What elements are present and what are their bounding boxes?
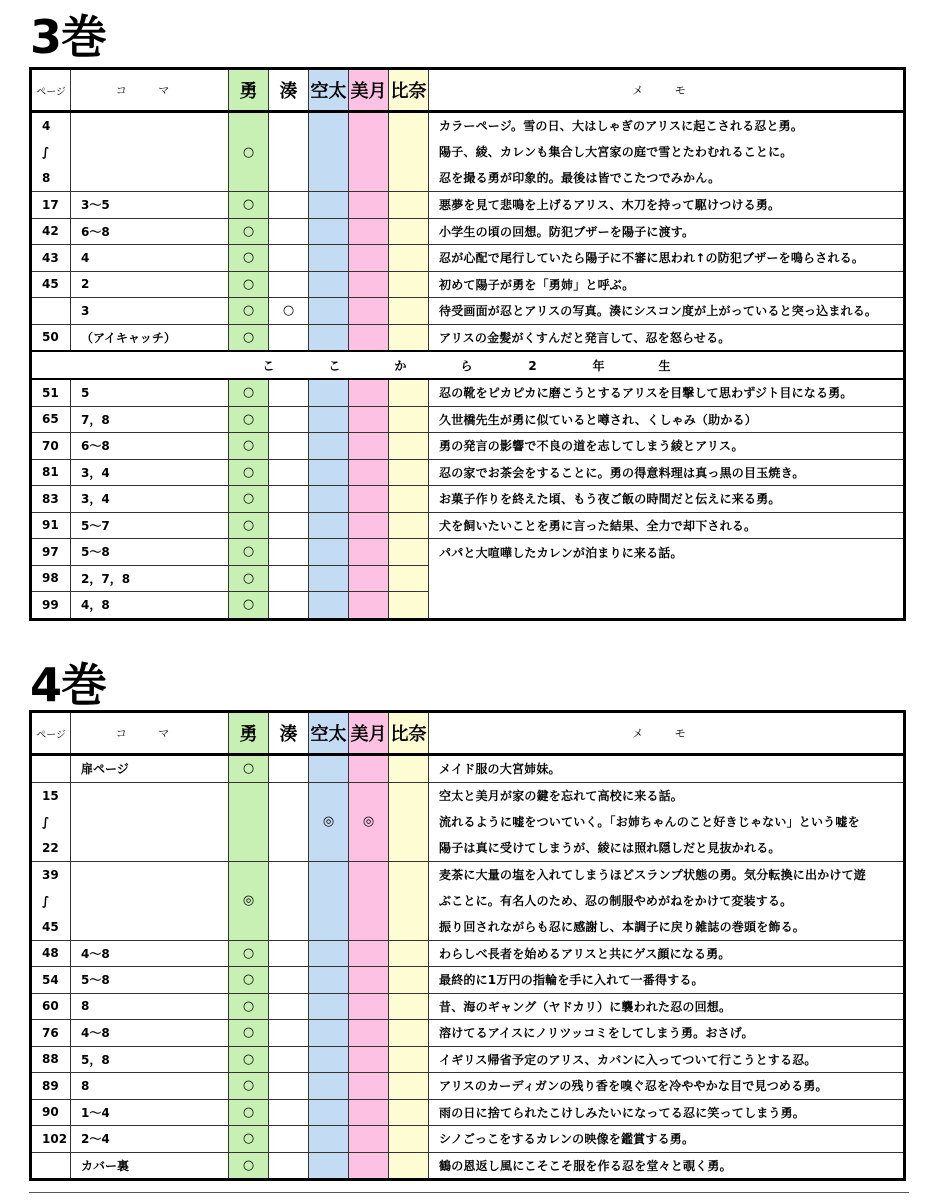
sota-mark — [309, 433, 349, 460]
table-row — [31, 1099, 905, 1126]
page-cell: 43 — [31, 245, 71, 272]
page-cell-line: 22 — [42, 840, 59, 855]
table-row — [31, 218, 905, 245]
yu-mark: ○ — [229, 1099, 269, 1126]
minato-mark — [269, 245, 309, 272]
minato-mark — [269, 967, 309, 994]
header-minato: 湊 — [269, 69, 309, 112]
minato-mark — [269, 324, 309, 351]
yu-mark: ○ — [229, 1126, 269, 1153]
minato-mark — [269, 1020, 309, 1047]
page-cell: 50 — [31, 324, 71, 351]
bigetsu-mark — [349, 861, 389, 940]
memo-cell-line: 陽子、綾、カレンも集合し大宮家の庭で雪とたわむれることに。 — [439, 145, 793, 159]
page-cell-line: 4 — [42, 119, 51, 133]
page-cell: 65 — [31, 406, 71, 433]
second-year-banner — [31, 351, 905, 379]
yu-mark: ○ — [229, 967, 269, 994]
koma-cell — [71, 861, 229, 940]
banner-char: 生 — [658, 358, 673, 373]
minato-mark — [269, 1099, 309, 1126]
page-cell-line: 8 — [42, 171, 51, 185]
table-row — [31, 406, 905, 433]
sota-mark — [309, 192, 349, 219]
bigetsu-mark — [349, 512, 389, 539]
banner-char: こ — [328, 358, 343, 373]
yu-mark: ○ — [229, 755, 269, 783]
koma-cell: 3，4 — [71, 486, 229, 513]
volume-4-title: 4巻 — [30, 658, 107, 712]
minato-mark — [269, 861, 309, 940]
memo-cell: メイド服の大宮姉妹。 — [429, 755, 905, 783]
hina-mark — [389, 218, 429, 245]
bigetsu-mark — [349, 1046, 389, 1073]
minato-mark — [269, 539, 309, 566]
memo-cell: 小学生の頃の回想。防犯ブザーを陽子に渡す。 — [429, 218, 905, 245]
memo-cell: アリスのカーディガンの残り香を嗅ぐ忍を冷ややかな目で見つめる勇。 — [429, 1073, 905, 1100]
bigetsu-mark — [349, 592, 389, 620]
volume-3-title: 3巻 — [30, 10, 107, 64]
page-bottom-divider — [29, 1192, 909, 1193]
page-cell: 102 — [31, 1126, 71, 1153]
page-cell-line: 39 — [42, 867, 59, 882]
bigetsu-mark — [349, 539, 389, 566]
hina-mark — [389, 298, 429, 325]
yu-mark: ◎ — [229, 861, 269, 940]
bigetsu-mark — [349, 993, 389, 1020]
memo-cell: 忍が心配で尾行していたら陽子に不審に思われ↑の防犯ブザーを鳴らされる。 — [429, 245, 905, 272]
table-row — [31, 298, 905, 325]
header-page: ページ — [31, 712, 71, 755]
table-row — [31, 539, 905, 566]
bigetsu-mark — [349, 245, 389, 272]
page-cell — [31, 861, 71, 940]
table-row — [31, 1020, 905, 1047]
table-row — [31, 324, 905, 351]
bigetsu-mark — [349, 112, 389, 192]
bigetsu-mark — [349, 324, 389, 351]
bigetsu-mark — [349, 1020, 389, 1047]
sota-mark — [309, 512, 349, 539]
hina-mark — [389, 1073, 429, 1100]
memo-cell — [429, 861, 905, 940]
hina-mark — [389, 512, 429, 539]
minato-mark — [269, 218, 309, 245]
minato-mark — [269, 782, 309, 861]
yu-mark: ○ — [229, 324, 269, 351]
banner-char: 2 — [528, 358, 539, 373]
yu-mark: ○ — [229, 993, 269, 1020]
minato-mark — [269, 592, 309, 620]
banner-char: か — [394, 358, 409, 373]
yu-mark: ○ — [229, 379, 269, 406]
hina-mark — [389, 592, 429, 620]
header-minato: 湊 — [269, 712, 309, 755]
memo-cell: 待受画面が忍とアリスの写真。湊にシスコン度が上がっていると突っ込まれる。 — [429, 298, 905, 325]
hina-mark — [389, 271, 429, 298]
memo-cell: 昔、海のギャング（ヤドカリ）に襲われた忍の回想。 — [429, 993, 905, 1020]
minato-mark — [269, 512, 309, 539]
minato-mark — [269, 112, 309, 192]
page-cell: 81 — [31, 459, 71, 486]
table-row — [31, 1046, 905, 1073]
page-cell: 97 — [31, 539, 71, 566]
memo-cell: 最終的に1万円の指輪を手に入れて一番得する。 — [429, 967, 905, 994]
koma-cell: 扉ページ — [71, 755, 229, 783]
memo-cell: 雨の日に捨てられたこけしみたいになってる忍に笑ってしまう勇。 — [429, 1099, 905, 1126]
koma-cell: 3～5 — [71, 192, 229, 219]
page-cell: 51 — [31, 379, 71, 406]
table-row — [31, 245, 905, 272]
hina-mark — [389, 245, 429, 272]
page-cell-line: ∫ — [42, 145, 50, 159]
memo-cell: イギリス帰省予定のアリス、カバンに入ってついて行こうとする忍。 — [429, 1046, 905, 1073]
minato-mark — [269, 755, 309, 783]
memo-cell: 忍の家でお茶会をすることに。勇の得意料理は真っ黒の目玉焼き。 — [429, 459, 905, 486]
sota-mark — [309, 1073, 349, 1100]
sota-mark — [309, 245, 349, 272]
banner-cell — [31, 351, 905, 379]
koma-cell: 5 — [71, 379, 229, 406]
koma-cell: 4 — [71, 245, 229, 272]
page-cell: 17 — [31, 192, 71, 219]
yu-mark: ○ — [229, 192, 269, 219]
minato-mark — [269, 1073, 309, 1100]
hina-mark — [389, 539, 429, 566]
yu-mark: ○ — [229, 459, 269, 486]
page-cell: 54 — [31, 967, 71, 994]
page-cell — [31, 755, 71, 783]
sota-mark — [309, 1020, 349, 1047]
sota-mark — [309, 218, 349, 245]
koma-cell: カバー裏 — [71, 1152, 229, 1180]
koma-cell: 5～8 — [71, 967, 229, 994]
yu-mark: ○ — [229, 592, 269, 620]
table-row — [31, 940, 905, 967]
page-cell: 89 — [31, 1073, 71, 1100]
table-row — [31, 993, 905, 1020]
bigetsu-mark — [349, 940, 389, 967]
page-cell: 99 — [31, 592, 71, 620]
koma-cell: 5～7 — [71, 512, 229, 539]
koma-cell — [71, 782, 229, 861]
sota-mark — [309, 940, 349, 967]
bigetsu-mark — [349, 459, 389, 486]
table-row — [31, 1073, 905, 1100]
hina-mark — [389, 1020, 429, 1047]
minato-mark — [269, 192, 309, 219]
hina-mark — [389, 1152, 429, 1180]
hina-mark — [389, 459, 429, 486]
bigetsu-mark — [349, 1126, 389, 1153]
sota-mark: ◎ — [309, 782, 349, 861]
page-cell-line: 45 — [42, 919, 59, 934]
sota-mark — [309, 861, 349, 940]
yu-mark: ○ — [229, 512, 269, 539]
sota-mark — [309, 298, 349, 325]
hina-mark — [389, 1126, 429, 1153]
header-yu: 勇 — [229, 712, 269, 755]
sota-mark — [309, 1099, 349, 1126]
header-hina: 比奈 — [389, 69, 429, 112]
koma-cell: 2，7，8 — [71, 565, 229, 592]
memo-cell: 久世橋先生が勇に似ていると噂され、くしゃみ（助かる） — [429, 406, 905, 433]
minato-mark — [269, 459, 309, 486]
page-cell — [31, 782, 71, 861]
sota-mark — [309, 406, 349, 433]
minato-mark — [269, 379, 309, 406]
hina-mark — [389, 967, 429, 994]
yu-mark: ○ — [229, 298, 269, 325]
table-row — [31, 379, 905, 406]
koma-cell: 3，4 — [71, 459, 229, 486]
header-hina: 比奈 — [389, 712, 429, 755]
minato-mark — [269, 1152, 309, 1180]
header-bigetsu: 美月 — [349, 712, 389, 755]
page-cell-line: 15 — [42, 788, 59, 803]
memo-cell: パパと大喧嘩したカレンが泊まりに来る話。 — [429, 539, 905, 620]
bigetsu-mark: ◎ — [349, 782, 389, 861]
volume-3-table — [29, 67, 906, 621]
memo-cell: 勇の発言の影響で不良の道を志してしまう綾とアリス。 — [429, 433, 905, 460]
memo-cell: 初めて陽子が勇を「勇姉」と呼ぶ。 — [429, 271, 905, 298]
yu-mark: ○ — [229, 539, 269, 566]
page-cell-line: ∫ — [42, 814, 50, 829]
memo-cell: 悪夢を見て悲鳴を上げるアリス、木刀を持って駆けつける勇。 — [429, 192, 905, 219]
volume-4-table — [29, 710, 906, 1181]
yu-mark: ○ — [229, 1073, 269, 1100]
koma-cell: 2～4 — [71, 1126, 229, 1153]
koma-cell — [71, 112, 229, 192]
koma-cell: 1～4 — [71, 1099, 229, 1126]
minato-mark — [269, 406, 309, 433]
hina-mark — [389, 940, 429, 967]
minato-mark: ○ — [269, 298, 309, 325]
table-row — [31, 755, 905, 783]
page-cell: 76 — [31, 1020, 71, 1047]
header-bigetsu: 美月 — [349, 69, 389, 112]
bigetsu-mark — [349, 967, 389, 994]
yu-mark: ○ — [229, 112, 269, 192]
hina-mark — [389, 112, 429, 192]
minato-mark — [269, 486, 309, 513]
memo-cell-line: 麦茶に大量の塩を入れてしまうほどスランプ状態の勇。気分転換に出かけて遊 — [439, 867, 867, 882]
page-cell: 60 — [31, 993, 71, 1020]
hina-mark — [389, 433, 429, 460]
yu-mark: ○ — [229, 486, 269, 513]
koma-cell: 4，8 — [71, 592, 229, 620]
sota-mark — [309, 324, 349, 351]
bigetsu-mark — [349, 379, 389, 406]
sota-mark — [309, 755, 349, 783]
page-cell: 88 — [31, 1046, 71, 1073]
header-koma: コ マ — [71, 69, 229, 112]
sota-mark — [309, 271, 349, 298]
table-row — [31, 192, 905, 219]
memo-cell: お菓子作りを終えた頃、もう夜ご飯の時間だと伝えに来る勇。 — [429, 486, 905, 513]
sota-mark — [309, 967, 349, 994]
memo-cell-line: 振り回されながらも忍に感謝し、本調子に戻り雑誌の巻頭を飾る。 — [439, 919, 806, 934]
memo-cell: 鶴の恩返し風にこそこそ服を作る忍を堂々と覗く勇。 — [429, 1152, 905, 1180]
koma-cell: 8 — [71, 993, 229, 1020]
header-page: ページ — [31, 69, 71, 112]
hina-mark — [389, 379, 429, 406]
hina-mark — [389, 486, 429, 513]
bigetsu-mark — [349, 406, 389, 433]
koma-cell: 8 — [71, 1073, 229, 1100]
table-row — [31, 967, 905, 994]
hina-mark — [389, 406, 429, 433]
koma-cell: 4～8 — [71, 1020, 229, 1047]
sota-mark — [309, 486, 349, 513]
memo-cell: わらしべ長者を始めるアリスと共にゲス顔になる勇。 — [429, 940, 905, 967]
table-row-group — [31, 112, 905, 192]
koma-cell: 2 — [71, 271, 229, 298]
yu-mark: ○ — [229, 1046, 269, 1073]
minato-mark — [269, 565, 309, 592]
memo-cell: シノごっこをするカレンの映像を鑑賞する勇。 — [429, 1126, 905, 1153]
bigetsu-mark — [349, 1099, 389, 1126]
minato-mark — [269, 1126, 309, 1153]
memo-cell-line: 流れるように嘘をついていく。「お姉ちゃんのこと好きじゃない」という嘘を — [439, 814, 860, 829]
bigetsu-mark — [349, 755, 389, 783]
yu-mark: ○ — [229, 406, 269, 433]
page-cell — [31, 112, 71, 192]
sota-mark — [309, 539, 349, 566]
koma-cell: 6～8 — [71, 218, 229, 245]
bigetsu-mark — [349, 486, 389, 513]
page-cell: 83 — [31, 486, 71, 513]
bigetsu-mark — [349, 298, 389, 325]
header-sota: 空太 — [309, 69, 349, 112]
bigetsu-mark — [349, 1152, 389, 1180]
hina-mark — [389, 192, 429, 219]
koma-cell: 5～8 — [71, 539, 229, 566]
hina-mark — [389, 755, 429, 783]
sota-mark — [309, 112, 349, 192]
memo-cell: 犬を飼いたいことを勇に言った結果、全力で却下される。 — [429, 512, 905, 539]
memo-cell: 溶けてるアイスにノリツッコミをしてしまう勇。おさげ。 — [429, 1020, 905, 1047]
yu-mark: ○ — [229, 245, 269, 272]
header-row — [31, 69, 905, 112]
koma-cell: 3 — [71, 298, 229, 325]
bigetsu-mark — [349, 218, 389, 245]
sota-mark — [309, 379, 349, 406]
page-cell: 45 — [31, 271, 71, 298]
hina-mark — [389, 993, 429, 1020]
bigetsu-mark — [349, 271, 389, 298]
sota-mark — [309, 1152, 349, 1180]
hina-mark — [389, 565, 429, 592]
page-cell: 70 — [31, 433, 71, 460]
banner-char: こ — [262, 358, 277, 373]
hina-mark — [389, 1099, 429, 1126]
table-row — [31, 433, 905, 460]
table-row — [31, 512, 905, 539]
header-koma: コ マ — [71, 712, 229, 755]
sota-mark — [309, 565, 349, 592]
header-row — [31, 712, 905, 755]
page-cell-line: ∫ — [42, 893, 50, 908]
sota-mark — [309, 592, 349, 620]
table-row — [31, 486, 905, 513]
minato-mark — [269, 1046, 309, 1073]
table-row-group — [31, 861, 905, 940]
sota-mark — [309, 993, 349, 1020]
koma-cell: 7，8 — [71, 406, 229, 433]
memo-cell-line: 忍を撮る勇が印象的。最後は皆でこたつでみかん。 — [439, 171, 721, 185]
banner-char: 年 — [592, 358, 607, 373]
page-cell: 48 — [31, 940, 71, 967]
hina-mark — [389, 861, 429, 940]
table-row — [31, 271, 905, 298]
memo-cell-line: カラーページ。雪の日、大はしゃぎのアリスに起こされる忍と勇。 — [439, 119, 804, 133]
header-yu: 勇 — [229, 69, 269, 112]
bigetsu-mark — [349, 565, 389, 592]
page-cell — [31, 1152, 71, 1180]
header-sota: 空太 — [309, 712, 349, 755]
memo-cell-line: 陽子は真に受けてしまうが、綾には照れ隠しだと見抜かれる。 — [439, 840, 781, 855]
banner-char: ら — [460, 358, 475, 373]
yu-mark: ○ — [229, 433, 269, 460]
bigetsu-mark — [349, 192, 389, 219]
page-cell — [31, 298, 71, 325]
koma-cell: （アイキャッチ） — [71, 324, 229, 351]
sota-mark — [309, 1126, 349, 1153]
page-cell: 91 — [31, 512, 71, 539]
minato-mark — [269, 993, 309, 1020]
page-cell: 98 — [31, 565, 71, 592]
hina-mark — [389, 324, 429, 351]
yu-mark: ○ — [229, 1020, 269, 1047]
yu-mark — [229, 782, 269, 861]
memo-cell-line: ぶことに。有名人のため、忍の制服やめがねをかけて変装する。 — [439, 893, 793, 908]
yu-mark: ○ — [229, 271, 269, 298]
yu-mark: ○ — [229, 1152, 269, 1180]
hina-mark — [389, 782, 429, 861]
sota-mark — [309, 1046, 349, 1073]
memo-cell — [429, 782, 905, 861]
minato-mark — [269, 271, 309, 298]
bigetsu-mark — [349, 1073, 389, 1100]
yu-mark: ○ — [229, 940, 269, 967]
yu-mark: ○ — [229, 218, 269, 245]
sota-mark — [309, 459, 349, 486]
memo-cell: アリスの金髪がくすんだと発言して、忍を怒らせる。 — [429, 324, 905, 351]
table-row — [31, 1126, 905, 1153]
table-row — [31, 1152, 905, 1180]
table-row-group — [31, 782, 905, 861]
koma-cell: 6～8 — [71, 433, 229, 460]
minato-mark — [269, 940, 309, 967]
memo-cell — [429, 112, 905, 192]
bigetsu-mark — [349, 433, 389, 460]
minato-mark — [269, 433, 309, 460]
page-cell: 90 — [31, 1099, 71, 1126]
memo-cell: 忍の靴をピカピカに磨こうとするアリスを目撃して思わずジト目になる勇。 — [429, 379, 905, 406]
header-memo: メ モ — [429, 69, 905, 112]
table-row — [31, 459, 905, 486]
header-memo: メ モ — [429, 712, 905, 755]
yu-mark: ○ — [229, 565, 269, 592]
koma-cell: 5，8 — [71, 1046, 229, 1073]
page-cell: 42 — [31, 218, 71, 245]
hina-mark — [389, 1046, 429, 1073]
memo-cell-line: 空太と美月が家の鍵を忘れて高校に来る話。 — [439, 788, 684, 803]
koma-cell: 4～8 — [71, 940, 229, 967]
